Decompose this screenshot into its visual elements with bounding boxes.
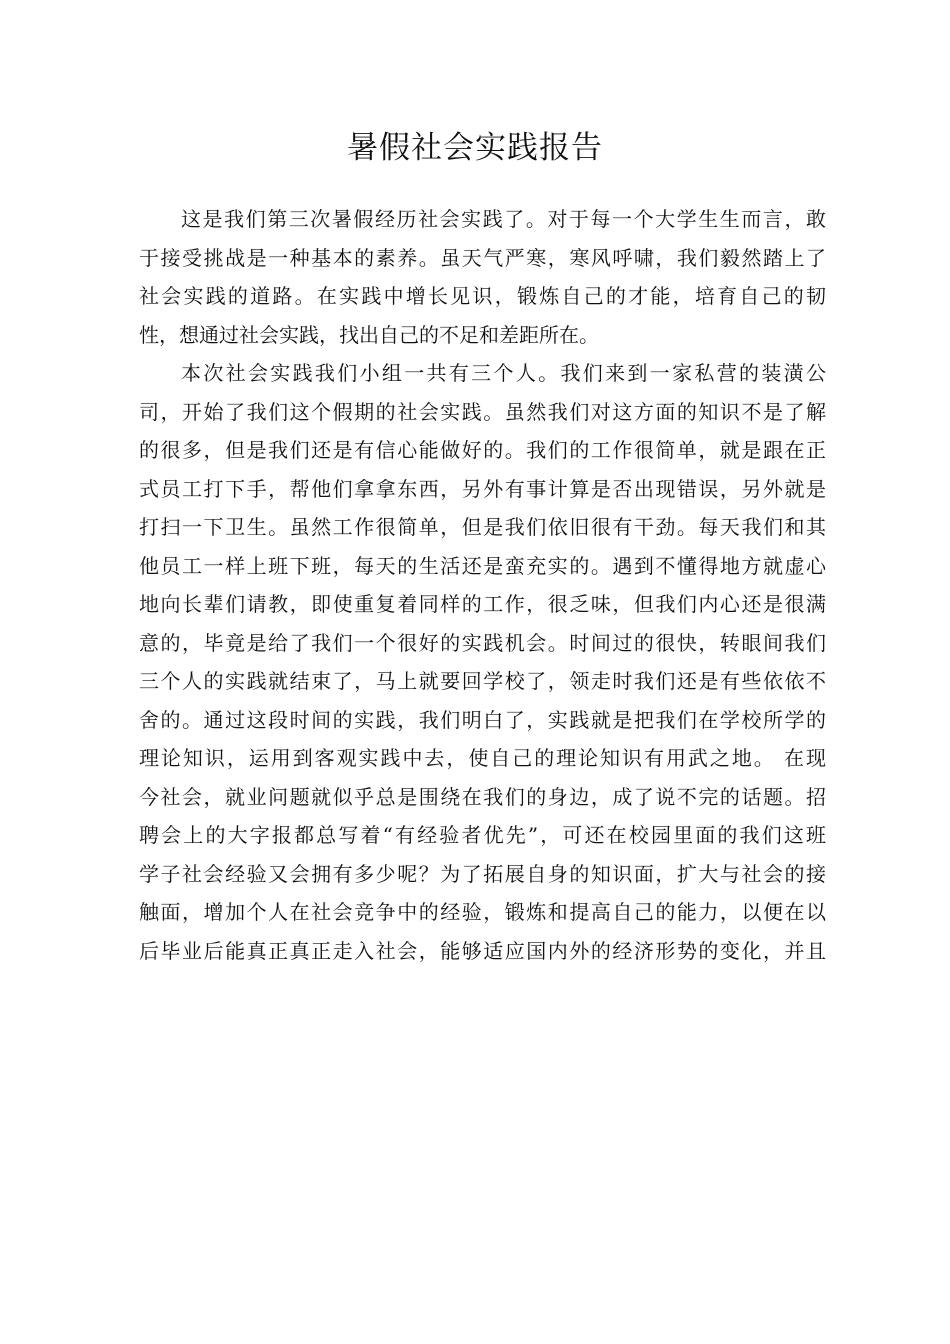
paragraph-line: 社会实践的道路。在实践中增长见识，锻炼自己的才能，培育自己的韧 — [139, 284, 826, 308]
paragraph-line: 意的，毕竟是给了我们一个很好的实践机会。时间过的很快，转眼间我们 — [139, 630, 826, 655]
paragraph-2 — [139, 354, 826, 970]
paragraph-line: 性，想通过社会实践，找出自己的不足和差距所在。 — [139, 322, 599, 347]
paragraph-line: 三个人的实践就结束了，马上就要回学校了，领走时我们还是有些依依不 — [139, 669, 826, 693]
paragraph-line: 聘会上的大字报都总写着“有经验者优先”，可还在校园里面的我们这班 — [139, 823, 826, 847]
paragraph-line: 的很多，但是我们还是有信心能做好的。我们的工作很简单，就是跟在正 — [139, 438, 826, 462]
paragraph-line: 他员工一样上班下班，每天的生活还是蛮充实的。遇到不懂得地方就虚心 — [139, 553, 826, 578]
paragraph-1 — [139, 200, 826, 354]
paragraph-line: 学子社会经验又会拥有多少呢？为了拓展自身的知识面，扩大与社会的接 — [139, 861, 826, 886]
paragraph-line: 式员工打下手，帮他们拿拿东西，另外有事计算是否出现错误，另外就是 — [139, 476, 826, 501]
paragraph-line: 舍的。通过这段时间的实践，我们明白了，实践就是把我们在学校所学的 — [139, 707, 826, 732]
document-body — [139, 200, 826, 970]
document-title: 暑假社会实践报告 — [347, 130, 603, 166]
paragraph-line: 司，开始了我们这个假期的社会实践。虽然我们对这方面的知识不是了解 — [139, 399, 826, 424]
paragraph-line: 于接受挑战是一种基本的素养。虽天气严寒，寒风呼啸，我们毅然踏上了 — [139, 245, 826, 270]
paragraph-line: 打扫一下卫生。虽然工作很简单，但是我们依旧很有干劲。每天我们和其 — [139, 515, 826, 539]
paragraph-line: 今社会，就业问题就似乎总是围绕在我们的身边，成了说不完的话题。招 — [139, 784, 826, 809]
paragraph-line: 这是我们第三次暑假经历社会实践了。对于每一个大学生生而言，敢 — [181, 207, 826, 231]
paragraph-line: 理论知识，运用到客观实践中去，使自己的理论知识有用武之地。 在现 — [139, 746, 826, 770]
paragraph-line: 地向长辈们请教，即使重复着同样的工作，很乏味，但我们内心还是很满 — [139, 592, 826, 616]
paragraph-line: 后毕业后能真正真正走入社会，能够适应国内外的经济形势的变化，并且 — [139, 938, 826, 963]
paragraph-line: 本次社会实践我们小组一共有三个人。我们来到一家私营的装潢公 — [181, 361, 826, 385]
paragraph-line: 触面，增加个人在社会竞争中的经验，锻炼和提高自己的能力，以便在以 — [139, 900, 826, 924]
